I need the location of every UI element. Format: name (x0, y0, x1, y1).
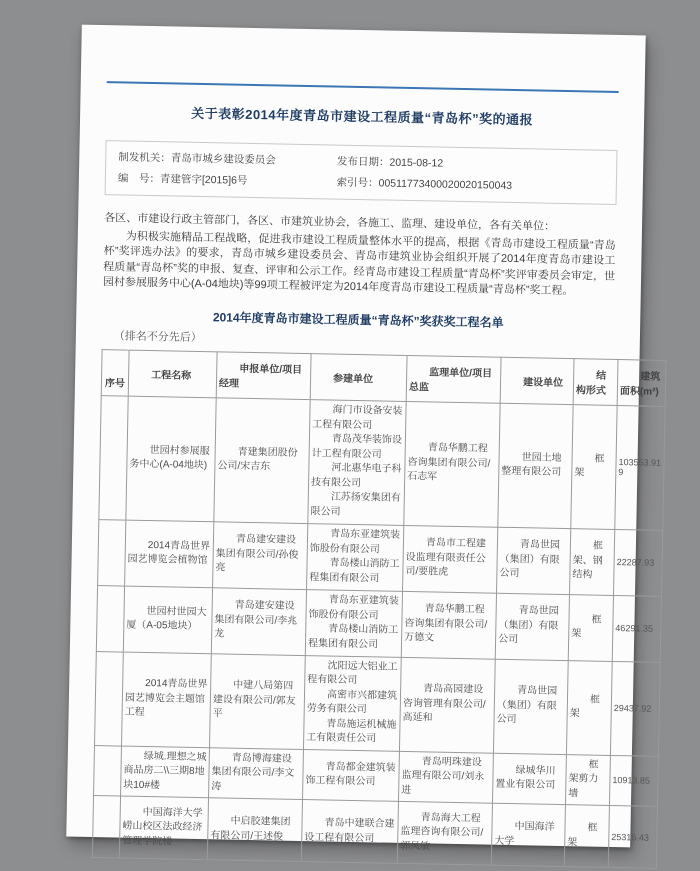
seq-cell (99, 395, 128, 519)
salutation-line: 各区、市建设行政主管部门，各区、市建筑业协会，各施工、监理、建设单位，各有关单位： (104, 212, 556, 233)
supervisor-cell: 青岛明珠建设监理有限公司/刘永进 (398, 751, 493, 803)
project-cell: 2014青岛世界园艺博览会主题馆工程 (122, 652, 212, 748)
participants-cell: 青岛东亚建筑装饰股份有限公司 青岛楼山消防工程集团有限公司 (305, 589, 402, 657)
owner-cell: 青岛世园（集团）有限公司 (493, 659, 568, 754)
table-row (95, 651, 661, 756)
owner-cell: 绿城华川置业有限公司 (492, 753, 566, 805)
project-cell: 中国海洋大学崂山校区法政经济管理学院楼 (119, 796, 208, 860)
applicant-cell: 青岛建安建设集团有限公司/孙俊亮 (213, 521, 308, 589)
pub-date-label: 发布日期： (336, 155, 390, 169)
index-no-label: 索引号： (336, 176, 379, 190)
applicant-cell: 青岛建安建设集团有限公司/李兆龙 (211, 587, 306, 655)
applicant-cell: 中建八局第四建设有限公司/郭友平 (209, 653, 305, 749)
participants-cell: 海门市设备安装工程有限公司 青岛茂华装饰设计工程有限公司 河北惠华电子科技有限公司 江苏扬安集团有限公司 (308, 399, 406, 525)
participants-cell: 青岛中建联合建设工程有限公司 (301, 800, 398, 864)
award-list-subtitle: （排名不分先后） (113, 329, 202, 344)
meta-box (105, 140, 618, 205)
col-header-structure: 结构形式 (573, 358, 618, 405)
col-header-project: 工程名称 (128, 350, 217, 398)
area-cell: 103553.919 (615, 405, 665, 530)
col-header-participants: 参建单位 (310, 353, 407, 401)
body-paragraph: 为积极实施精品工程战略，促进我市建设工程质量整体水平的提高，根据《青岛市建设工程质量“青岛杯”奖评选办法》的要求，青岛市城乡建设委员会、青岛市建筑业协会组织开展了2014年度青岛市建设工程质量“青岛杯”奖的申报、复查、评审和公示工作。经青岛市建设工程质量“青岛杯”奖评审委员会审定，世园村参展服务中心(A-04地块)等99项工程被评定为2014年度青岛市建设工程质量“青岛杯”奖工程。 (102, 230, 616, 298)
award-list-title: 2014年度青岛市建设工程质量“青岛杯”奖获奖工程名单 (212, 309, 504, 330)
table-row (99, 395, 665, 530)
document-title: 关于表彰2014年度青岛市建设工程质量“青岛杯”奖的通报 (191, 105, 534, 128)
table-row (96, 585, 661, 662)
structure-cell: 框架 (568, 594, 613, 661)
meta-index-no (336, 175, 604, 196)
meta-doc-no (118, 170, 337, 190)
col-header-owner: 建设单位 (500, 357, 574, 404)
col-header-supervisor: 监理单位/项目总监 (406, 355, 501, 403)
col-header-area: 建筑面积(m²) (617, 359, 666, 406)
project-cell: 世园村参展服务中心(A-04地块) (126, 396, 216, 522)
supervisor-cell: 青岛海大工程监理咨询有限公司/郭凤敏 (397, 801, 492, 865)
owner-cell: 中国海洋大学 (491, 803, 565, 866)
seq-cell (95, 651, 124, 746)
supervisor-cell: 青岛高园建设咨询管理有限公司/高延和 (399, 657, 495, 753)
structure-cell: 框架剪力墙 (565, 754, 610, 805)
project-cell: 世园村世园大厦（A-05地块） (123, 586, 212, 654)
seq-cell (98, 519, 126, 586)
project-cell: 绿城.理想之城商品房二\\三期8地块10#楼 (121, 746, 210, 798)
issuer-value: 青岛市城乡建设委员会 (170, 152, 276, 167)
project-cell: 2014青岛世界园艺博览会植物馆 (125, 520, 214, 588)
table-row (98, 519, 663, 596)
supervisor-cell: 青岛市工程建设监理有限责任公司/要胜虎 (403, 525, 498, 593)
structure-cell: 框架 (564, 805, 609, 868)
seq-cell (92, 796, 120, 859)
owner-cell: 青岛世园（集团）有限公司 (497, 527, 571, 594)
doc-no-label: 编 号： (117, 172, 161, 186)
structure-cell: 框架 (571, 404, 617, 529)
document-page (66, 25, 662, 853)
supervisor-cell: 青岛华鹏工程咨询集团有限公司/万德文 (401, 591, 496, 659)
seq-cell (96, 585, 124, 652)
index-no-value: 00511773400020020150043 (378, 177, 513, 192)
area-cell: 25316.43 (608, 805, 657, 868)
area-cell: 29437.92 (610, 661, 660, 756)
owner-cell: 青岛世园（集团）有限公司 (495, 593, 569, 660)
seq-cell (94, 745, 122, 796)
applicant-cell: 青建集团股份公司/宋吉东 (214, 397, 310, 523)
participants-cell: 青岛都金建筑装饰工程有限公司 (303, 749, 400, 801)
supervisor-cell: 青岛华鹏工程咨询集团有限公司/石志军 (404, 401, 500, 527)
applicant-cell: 中启胶建集团有限公司/王述俊 (207, 798, 302, 862)
structure-cell: 框架、钢结构 (570, 528, 615, 595)
participants-cell: 沈阳远大铝业工程有限公司 高密市兴都建筑劳务有限公司 青岛施运机械施工有限责任公司 (303, 655, 401, 751)
header-divider (107, 81, 619, 93)
col-header-applicant: 申报单位/项目经理 (216, 351, 311, 399)
col-header-seq: 序号 (101, 349, 129, 396)
award-table-body (92, 395, 665, 868)
issuer-label: 制发机关： (118, 151, 171, 165)
meta-issuer (118, 149, 337, 169)
area-cell: 22287.93 (613, 529, 662, 596)
owner-cell: 世园土地整理有限公司 (498, 403, 573, 528)
award-table (92, 349, 667, 869)
applicant-cell: 青岛博海建设集团有限公司/李文涛 (209, 747, 304, 799)
table-row (92, 796, 657, 869)
doc-no-value: 青建管字[2015]6号 (159, 173, 248, 187)
meta-pub-date (337, 154, 605, 175)
area-cell: 10913.85 (609, 755, 658, 806)
participants-cell: 青岛东亚建筑装饰股份有限公司 青岛楼山消防工程集团有限公司 (307, 523, 404, 591)
structure-cell: 框架 (566, 660, 612, 755)
area-cell: 46291.35 (612, 595, 661, 662)
pub-date-value: 2015-08-12 (389, 156, 444, 170)
